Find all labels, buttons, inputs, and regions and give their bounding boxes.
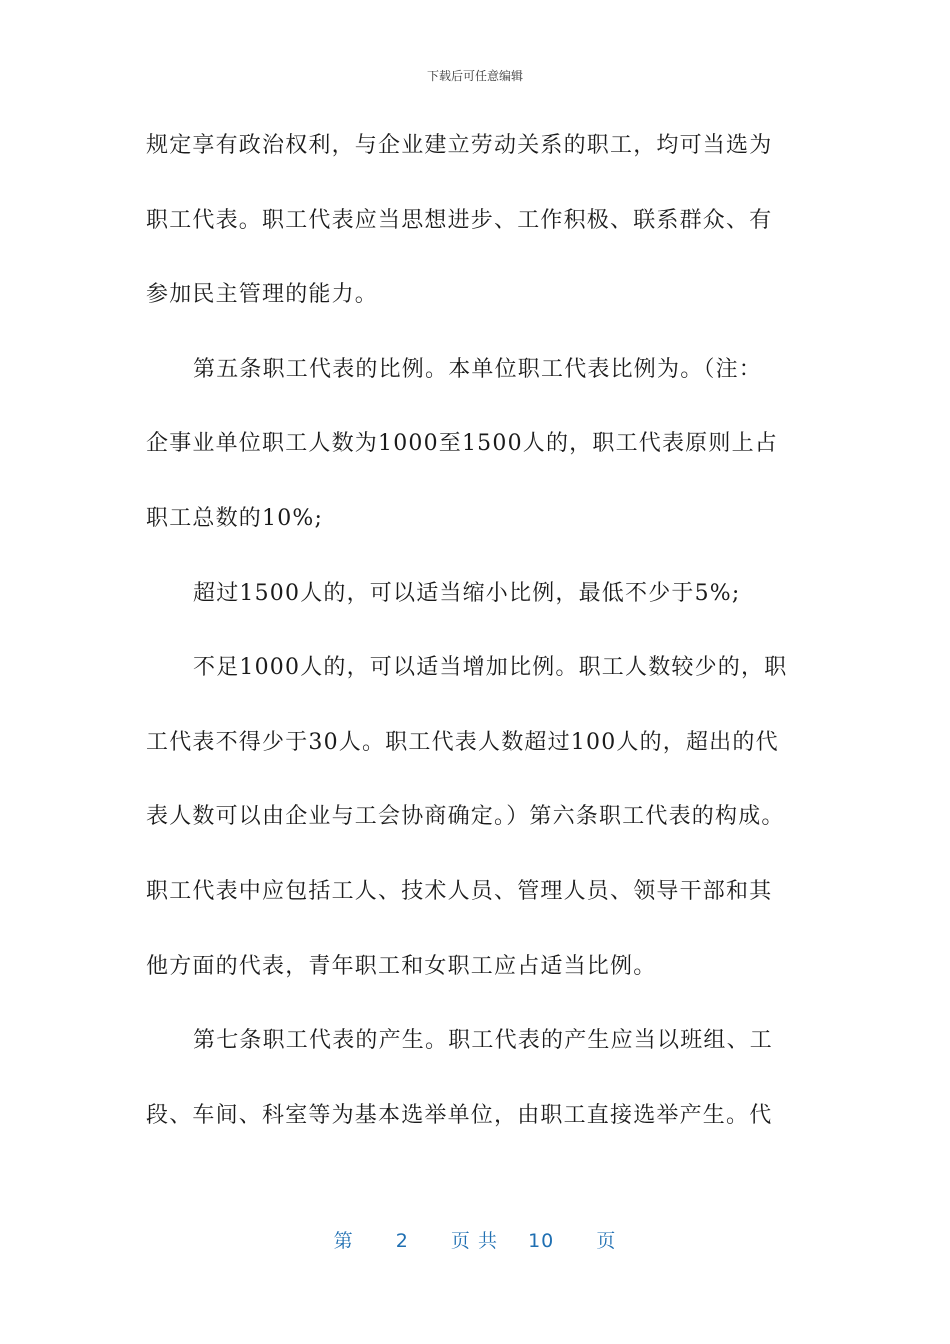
text-line-14: 段、车间、科室等为基本选举单位，由职工直接选举产生。代	[146, 1102, 773, 1128]
text-line-10: 表人数可以由企业与工会协商确定。）第六条职工代表的构成。	[146, 804, 785, 830]
text-line-7: 超过1500人的，可以适当缩小比例，最低不少于5%;	[193, 580, 741, 606]
footer-prefix: 第	[333, 1230, 354, 1252]
current-page-number: 2	[395, 1230, 409, 1252]
page-footer	[0, 1226, 950, 1253]
text-line-11: 职工代表中应包括工人、技术人员、管理人员、领导干部和其	[146, 878, 773, 904]
text-line-2: 职工代表。职工代表应当思想进步、工作积极、联系群众、有	[146, 207, 773, 233]
text-line-8: 不足1000人的，可以适当增加比例。职工人数较少的，职	[193, 655, 788, 681]
footer-middle: 页 共	[450, 1230, 498, 1252]
text-line-1: 规定享有政治权利，与企业建立劳动关系的职工，均可当选为	[146, 133, 773, 158]
text-line-3: 参加民主管理的能力。	[146, 282, 379, 308]
footer-suffix: 页	[596, 1230, 617, 1252]
text-line-9: 工代表不得少于30人。职工代表人数超过100人的，超出的代	[146, 729, 779, 755]
text-line-13: 第七条职工代表的产生。职工代表的产生应当以班组、工	[193, 1028, 774, 1054]
text-line-4: 第五条职工代表的比例。本单位职工代表比例为。（注：	[193, 356, 763, 382]
text-line-6: 职工总数的10%;	[146, 505, 324, 531]
text-line-12: 他方面的代表，青年职工和女职工应占适当比例。	[146, 953, 657, 979]
text-line-5: 企事业单位职工人数为1000至1500人的，职工代表原则上占	[146, 431, 778, 457]
total-page-number: 10	[528, 1230, 555, 1252]
header-note: 下载后可任意编辑	[426, 69, 523, 83]
document-body	[146, 124, 814, 1168]
